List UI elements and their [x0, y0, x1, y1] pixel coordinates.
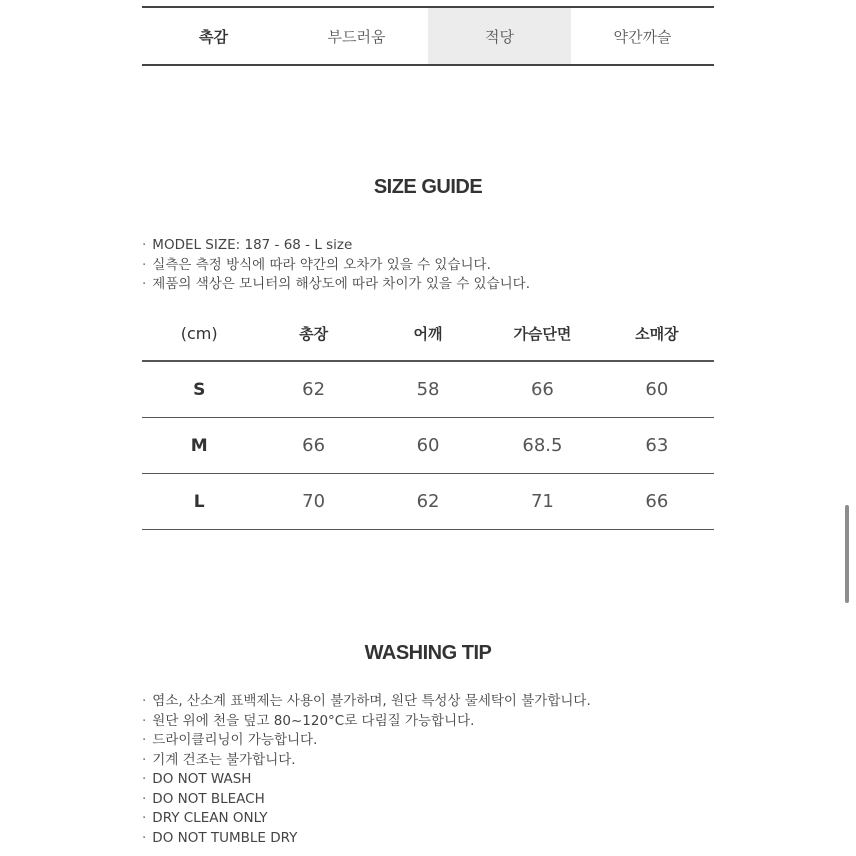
washing-note: · 원단 위에 천을 덮고 80~120°C로 다림질 가능합니다. — [142, 712, 591, 732]
table-cell: 60 — [645, 379, 669, 400]
washing-note: · DO NOT BLEACH — [142, 790, 591, 810]
table-cell: 63 — [645, 435, 669, 456]
washing-note: · DO NOT WASH — [142, 770, 591, 790]
washing-note: · DO NOT TUMBLE DRY — [142, 829, 591, 849]
table-cell: 62 — [416, 491, 440, 512]
touch-option-moderate-selected: 적당 — [428, 8, 571, 64]
touch-option-slightly-rough: 약간까슬 — [613, 27, 672, 46]
washing-note: · DRY CLEAN ONLY — [142, 809, 591, 829]
column-header-unit: (cm) — [180, 323, 218, 343]
washing-tip-title: WASHING TIP — [364, 642, 492, 664]
touch-option-soft: 부드러움 — [327, 27, 386, 46]
scrollbar[interactable] — [845, 505, 849, 603]
size-label: L — [193, 491, 205, 512]
washing-note: · 기계 건조는 불가합니다. — [142, 751, 591, 771]
table-cell: 68.5 — [522, 435, 563, 456]
touch-feel-table — [142, 6, 714, 66]
column-header-chest: 가슴단면 — [513, 324, 572, 343]
table-cell: 60 — [416, 435, 440, 456]
table-row — [142, 474, 714, 530]
washing-note: · 드라이클리닝이 가능합니다. — [142, 731, 591, 751]
table-cell: 66 — [645, 491, 669, 512]
size-table-header-row — [142, 306, 714, 362]
washing-tip-notes — [142, 692, 591, 848]
size-table — [142, 306, 714, 530]
table-cell: 62 — [302, 379, 326, 400]
column-header-length: 총장 — [299, 324, 329, 343]
washing-note: · 염소, 산소계 표백제는 사용이 불가하며, 원단 특성상 물세탁이 불가합니다. — [142, 692, 591, 712]
size-note: · MODEL SIZE: 187 - 68 - L size — [142, 236, 530, 256]
table-row — [142, 418, 714, 474]
size-label: M — [190, 435, 208, 456]
table-row — [142, 362, 714, 418]
size-note: · 제품의 색상은 모니터의 해상도에 따라 차이가 있을 수 있습니다. — [142, 275, 530, 295]
table-cell: 71 — [530, 491, 554, 512]
table-cell: 58 — [416, 379, 440, 400]
column-header-sleeve: 소매장 — [635, 324, 679, 343]
touch-feel-header: 촉감 — [199, 27, 228, 46]
size-guide-notes — [142, 236, 530, 295]
table-cell: 66 — [302, 435, 326, 456]
size-guide-title: SIZE GUIDE — [373, 176, 483, 198]
size-note: · 실측은 측정 방식에 따라 약간의 오차가 있을 수 있습니다. — [142, 256, 530, 276]
table-cell: 70 — [302, 491, 326, 512]
size-label: S — [193, 379, 206, 400]
table-cell: 66 — [530, 379, 554, 400]
column-header-shoulder: 어깨 — [413, 324, 443, 343]
